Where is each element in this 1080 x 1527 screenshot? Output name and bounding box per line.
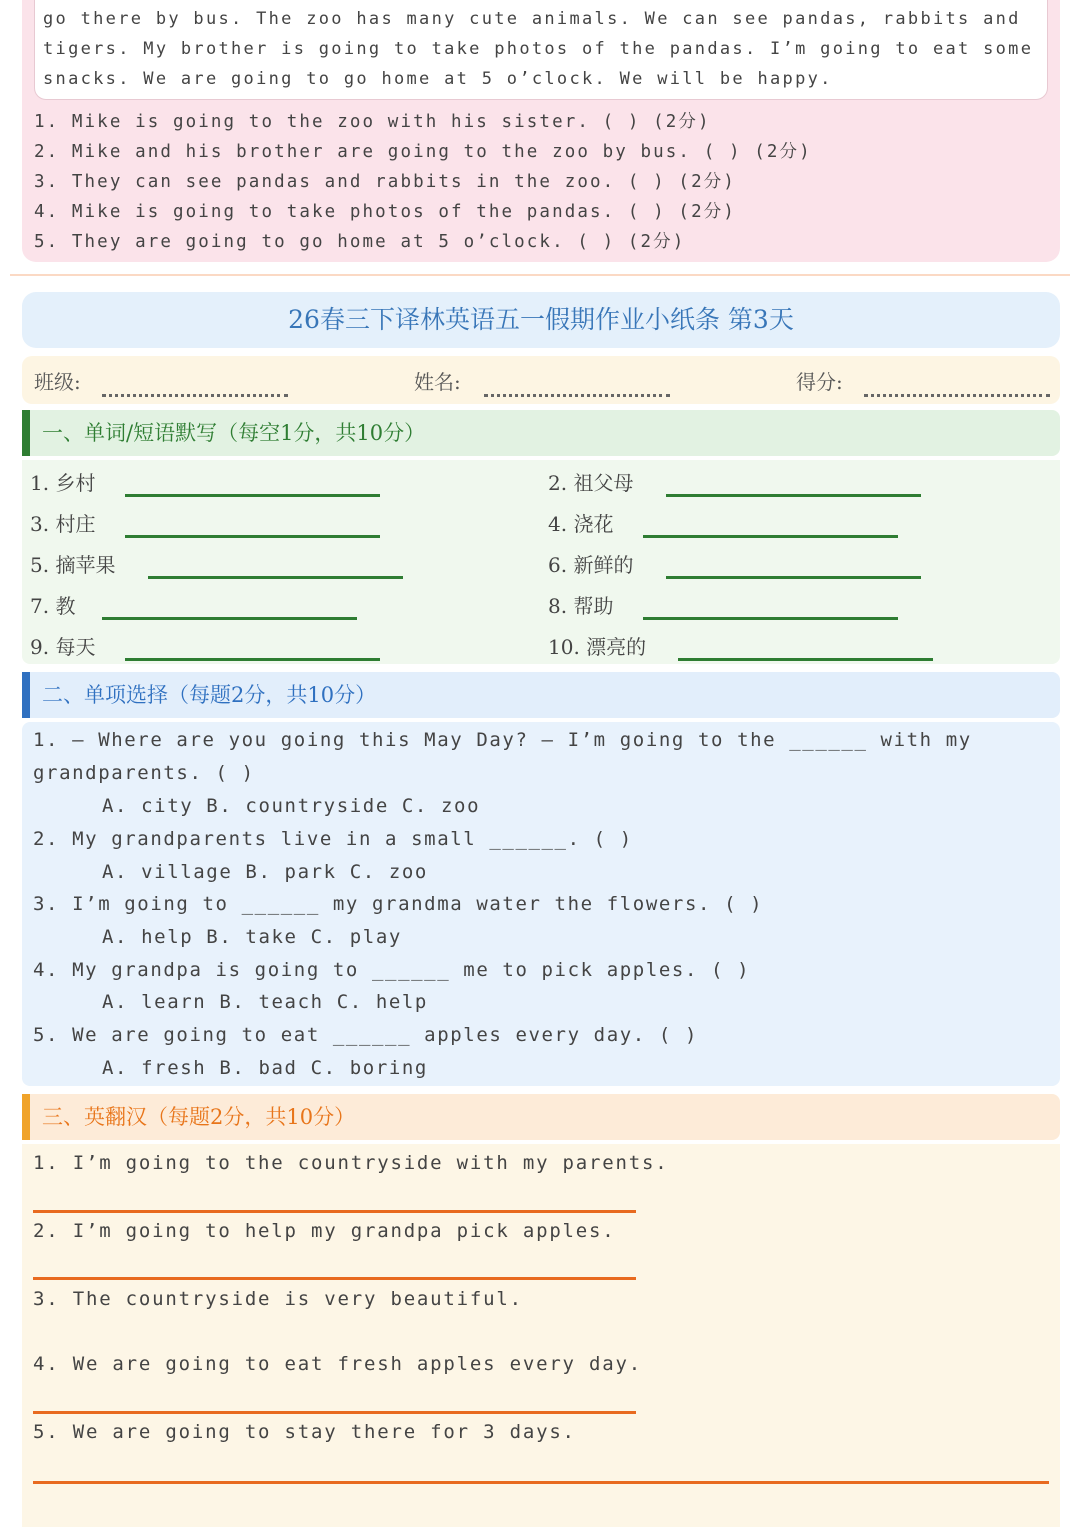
- section-accent-bar: [22, 410, 30, 456]
- true-false-question: 3. They can see pandas and rabbits in the zoo. ( ) (2分): [34, 172, 736, 192]
- mc-options: A. help B. take C. play: [102, 926, 402, 948]
- answer-line[interactable]: [643, 535, 898, 538]
- score-label: 得分:: [796, 370, 843, 394]
- translation-sentence: 1. I’m going to the countryside with my parents.: [33, 1152, 669, 1174]
- word-item: 5. 摘苹果: [30, 553, 116, 577]
- answer-line[interactable]: [666, 494, 921, 497]
- section-accent-bar: [22, 1094, 30, 1140]
- answer-line[interactable]: [125, 494, 380, 497]
- mc-question: 5. We are going to eat ______ apples every day. ( ): [33, 1024, 698, 1046]
- mc-question: 3. I’m going to ______ my grandma water the flowers. ( ): [33, 893, 764, 915]
- word-item: 2. 祖父母: [548, 471, 634, 495]
- true-false-question: 2. Mike and his brother are going to the zoo by bus. ( ) (2分): [34, 142, 812, 162]
- word-item: 3. 村庄: [30, 512, 96, 536]
- answer-line[interactable]: [125, 658, 380, 661]
- word-item: 1. 乡村: [30, 471, 96, 495]
- answer-line[interactable]: [33, 1210, 636, 1213]
- answer-line[interactable]: [33, 1481, 1049, 1484]
- mc-question: 2. My grandparents live in a small ______. ( ): [33, 828, 633, 850]
- page-divider: [10, 274, 1070, 276]
- word-item: 8. 帮助: [548, 594, 614, 618]
- translation-sentence: 5. We are going to stay there for 3 days.: [33, 1421, 576, 1443]
- name-field[interactable]: [484, 394, 670, 397]
- true-false-question: 4. Mike is going to take photos of the pandas. ( ) (2分): [34, 202, 736, 222]
- word-item: 10. 漂亮的: [548, 635, 647, 659]
- class-label: 班级:: [34, 370, 81, 394]
- true-false-question: 1. Mike is going to the zoo with his sister. ( ) (2分): [34, 112, 711, 132]
- translation-sentence: 4. We are going to eat fresh apples every day.: [33, 1353, 642, 1375]
- section3-header: [22, 1094, 1060, 1140]
- section3-title: 三、英翻汉（每题2分，共10分）: [42, 1105, 356, 1129]
- mc-options: A. city B. countryside C. zoo: [102, 795, 481, 817]
- answer-line[interactable]: [666, 576, 921, 579]
- passage-line: go there by bus. The zoo has many cute animals. We can see pandas, rabbits and: [43, 9, 1021, 29]
- passage-line: snacks. We are going to go home at 5 o’clock. We will be happy.: [43, 69, 833, 89]
- word-item: 4. 浇花: [548, 512, 614, 536]
- mc-question: 4. My grandpa is going to ______ me to pick apples. ( ): [33, 959, 751, 981]
- class-field[interactable]: [102, 394, 288, 397]
- name-label: 姓名:: [414, 370, 461, 394]
- answer-line[interactable]: [33, 1411, 636, 1414]
- section1-title: 一、单词/短语默写（每空1分，共10分）: [42, 421, 426, 445]
- answer-line[interactable]: [33, 1277, 636, 1280]
- true-false-question: 5. They are going to go home at 5 o’clock. ( ) (2分): [34, 232, 686, 252]
- section-accent-bar: [22, 672, 30, 718]
- word-item: 7. 教: [30, 594, 76, 618]
- word-item: 6. 新鲜的: [548, 553, 634, 577]
- mc-options: A. village B. park C. zoo: [102, 861, 428, 883]
- mc-options: A. learn B. teach C. help: [102, 991, 428, 1013]
- reading-passage: [34, 0, 1048, 100]
- page-title: 26春三下译林英语五一假期作业小纸条 第3天: [22, 292, 1060, 348]
- score-field[interactable]: [864, 394, 1050, 397]
- answer-line[interactable]: [148, 576, 403, 579]
- translation-sentence: 3. The countryside is very beautiful.: [33, 1288, 523, 1310]
- section3-body: [22, 1144, 1060, 1527]
- answer-line[interactable]: [125, 535, 380, 538]
- passage-line: tigers. My brother is going to take photos of the pandas. I’m going to eat some: [43, 39, 1034, 59]
- mc-options: A. fresh B. bad C. boring: [102, 1057, 428, 1079]
- answer-line[interactable]: [678, 658, 933, 661]
- mc-question-cont: grandparents. ( ): [33, 762, 255, 784]
- section1-header: [22, 410, 1060, 456]
- answer-line[interactable]: [643, 617, 898, 620]
- section1-body: [22, 460, 1060, 664]
- mc-question: 1. — Where are you going this May Day? — I’m going to the ______ with my: [33, 729, 972, 751]
- section2-title: 二、单项选择（每题2分，共10分）: [42, 683, 377, 707]
- word-item: 9. 每天: [30, 635, 96, 659]
- answer-line[interactable]: [102, 617, 357, 620]
- translation-sentence: 2. I’m going to help my grandpa pick apples.: [33, 1220, 616, 1242]
- section2-header: [22, 672, 1060, 718]
